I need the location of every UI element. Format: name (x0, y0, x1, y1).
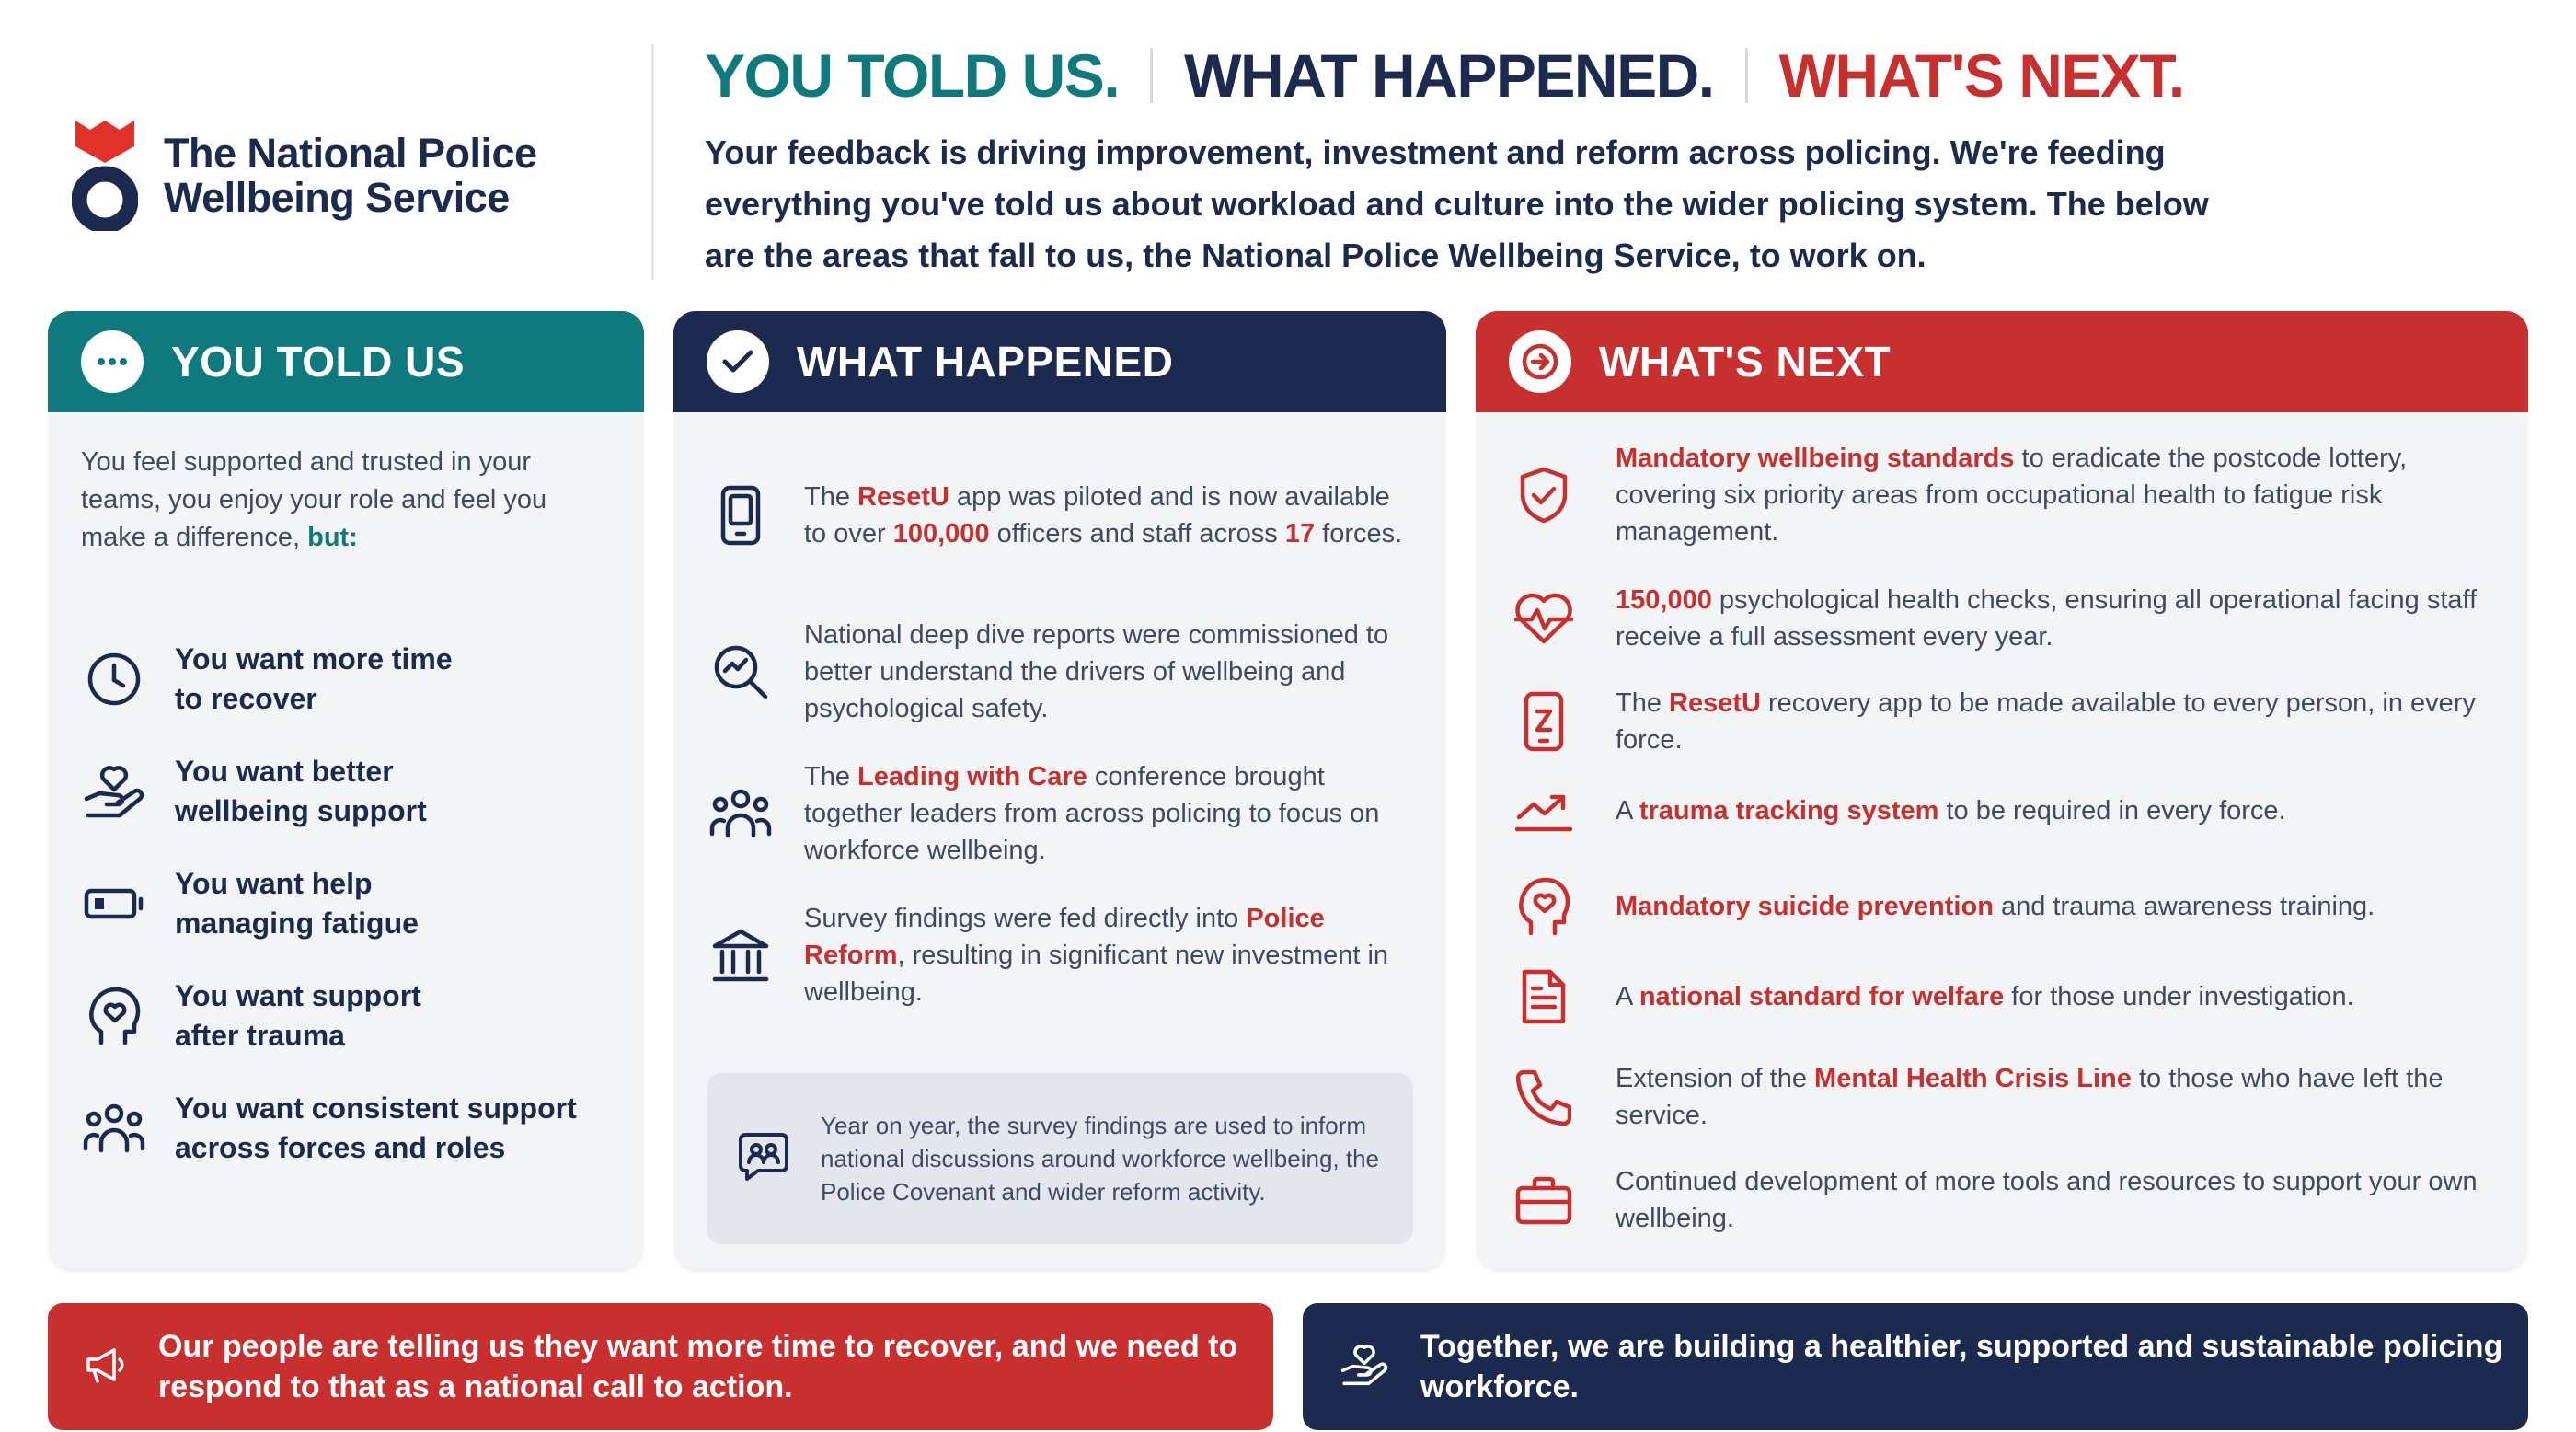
body-text: for those under investigation. (2004, 982, 2354, 1011)
brand-name-line2: Wellbeing Service (164, 174, 510, 221)
want-line1: You want support (175, 979, 421, 1012)
header-divider (651, 44, 654, 280)
highlight-text: 150,000 (1616, 585, 1712, 615)
brand-name-line1: The National Police (164, 130, 537, 177)
next-text (1616, 792, 2499, 829)
heart-hand-icon (1340, 1342, 1389, 1392)
call-to-action-text: Our people are telling us they want more time to recover, and we need to respond to that as a national call to action. (158, 1329, 1238, 1404)
trend-up-icon (1509, 790, 1579, 832)
title-separator (1150, 48, 1153, 103)
next-item (1509, 1163, 2502, 1237)
chat-people-icon (738, 1131, 789, 1187)
institution-icon (707, 928, 775, 983)
happened-text (804, 617, 1411, 727)
what-happened-card (673, 311, 1446, 1272)
body-text: A (1616, 796, 1639, 826)
happened-item (707, 617, 1424, 727)
phone-call-icon (1509, 1068, 1579, 1126)
you-told-us-intro-text: You feel supported and trusted in your teams, you enjoy your role and feel you make a difference, (81, 447, 547, 552)
body-text: National deep dive reports were commissioned to better understand the drivers of wellbeing and psychological safety. (804, 620, 1389, 723)
ellipsis-icon (81, 330, 144, 393)
want-line2: managing fatigue (175, 907, 419, 940)
checkmark-icon (707, 330, 769, 393)
highlight-text: Police Reform (804, 904, 1325, 970)
body-text: psychological health checks, ensuring all operational facing staff receive a full assessment every year. (1616, 585, 2478, 652)
highlight-text: 17 (1284, 519, 1316, 549)
want-line1: You want consistent support (175, 1091, 577, 1125)
wellbeing-logo-icon (72, 121, 138, 231)
arrow-right-icon (1509, 330, 1571, 393)
next-item (1509, 440, 2502, 550)
happened-text (804, 479, 1411, 552)
body-text: Extension of the (1616, 1064, 1815, 1093)
next-item (1509, 1060, 2502, 1134)
next-text (1616, 685, 2499, 758)
together-text: Together, we are building a healthier, supported and sustainable policing workforce. (1420, 1329, 2503, 1404)
highlight-text: national standard for welfare (1639, 982, 2005, 1011)
people-icon (81, 1103, 147, 1154)
happened-text (804, 758, 1411, 869)
want-line2: to recover (175, 682, 317, 715)
want-item (81, 1086, 633, 1171)
shield-check-icon (1509, 467, 1579, 524)
what-happened-header (673, 311, 1446, 412)
next-item (1509, 582, 2502, 655)
highlight-text: Mandatory wellbeing standards (1616, 444, 2015, 473)
callout-text: Year on year, the survey findings are used to inform national discussions around workforce wellbeing, the Police Covenant and wider reform activity. (821, 1112, 1380, 1206)
next-item (1509, 790, 2502, 832)
next-text (1616, 582, 2499, 655)
you-told-us-title: YOU TOLD US (171, 338, 466, 386)
head-heart-icon (81, 986, 147, 1046)
want-item (81, 974, 633, 1058)
body-text: conference brought together leaders from across policing to focus on workforce wellbeing. (804, 762, 1380, 865)
briefcase-icon (1509, 1175, 1579, 1225)
next-text (1616, 888, 2499, 925)
low-battery-icon (81, 885, 147, 922)
body-text: recovery app to be made available to every person, in every force. (1616, 688, 2476, 755)
want-item (81, 637, 633, 722)
next-item (1509, 968, 2502, 1025)
title-you-told-us: YOU TOLD US. (705, 41, 1120, 110)
you-told-us-intro (81, 444, 615, 557)
you-told-us-header (48, 311, 644, 412)
next-item (1509, 876, 2502, 937)
megaphone-icon (85, 1346, 127, 1388)
want-item (81, 861, 633, 946)
title-whats-next: WHAT'S NEXT. (1778, 41, 2184, 110)
body-text: The (1616, 688, 1670, 718)
next-text (1616, 1060, 2499, 1134)
you-told-us-intro-emphasis: but: (307, 523, 358, 552)
brand-logo (72, 116, 587, 236)
highlight-text: Leading with Care (857, 762, 1087, 791)
happened-item (707, 479, 1424, 552)
survey-callout (707, 1073, 1413, 1244)
body-text: forces. (1315, 519, 1403, 549)
highlight-text: ResetU (1669, 688, 1761, 718)
page-title (705, 39, 2184, 112)
highlight-text: trauma tracking system (1639, 796, 1939, 826)
next-item (1509, 685, 2502, 758)
body-text: to be required in every force. (1938, 796, 2286, 826)
call-to-action-banner (48, 1303, 1273, 1430)
want-line1: You want better (175, 755, 394, 788)
brand-name (164, 132, 537, 220)
want-item (81, 749, 633, 834)
together-banner (1303, 1303, 2528, 1430)
want-line1: You want help (175, 867, 373, 900)
title-separator (1745, 48, 1748, 103)
happened-item (707, 900, 1424, 1010)
want-line2: across forces and roles (175, 1131, 506, 1164)
happened-item (707, 758, 1424, 869)
next-text (1616, 440, 2499, 550)
body-text: to those who have left the service. (1616, 1064, 2444, 1130)
highlight-text: ResetU (857, 482, 949, 512)
app-phone-icon (1509, 691, 1579, 752)
highlight-text: Mandatory suicide prevention (1616, 892, 1994, 921)
head-heart-icon (1509, 876, 1579, 937)
body-text: app was piloted and is now available to over (804, 482, 1390, 549)
body-text: A (1616, 982, 1639, 1011)
body-text: , resulting in significant new investment in wellbeing. (804, 941, 1389, 1007)
whats-next-title: WHAT'S NEXT (1599, 338, 1892, 386)
search-chart-icon (707, 643, 775, 700)
intro-paragraph: Your feedback is driving improvement, investment and reform across policing. We're feeding everything you've told us about workload and culture into the wider policing system. The below are the areas that fall to us, the National Police Wellbeing Service, to work on. (705, 133, 2209, 274)
body-text: and trauma awareness training. (1993, 892, 2375, 921)
people-icon (707, 788, 775, 839)
clock-icon (81, 650, 147, 709)
body-text: Continued development of more tools and resources to support your own wellbeing. (1616, 1167, 2478, 1233)
happened-text (804, 900, 1411, 1010)
highlight-text: Mental Health Crisis Line (1814, 1064, 2132, 1093)
next-text (1616, 978, 2499, 1015)
what-happened-title: WHAT HAPPENED (797, 338, 1174, 386)
document-icon (1509, 968, 1579, 1025)
body-text: The (804, 762, 858, 791)
highlight-text: 100,000 (892, 519, 990, 549)
want-line2: wellbeing support (175, 794, 427, 827)
title-what-happened: WHAT HAPPENED. (1184, 41, 1714, 110)
want-line2: after trauma (175, 1019, 345, 1052)
next-text (1616, 1163, 2499, 1237)
whats-next-header (1476, 311, 2528, 412)
heart-hand-icon (81, 762, 147, 821)
phone-icon (707, 485, 775, 546)
whats-next-card (1476, 311, 2528, 1272)
heart-pulse-icon (1509, 592, 1579, 645)
body-text: to eradicate the postcode lottery, covering six priority areas from occupational health to fatigue risk management. (1616, 444, 2408, 547)
want-line1: You want more time (175, 642, 453, 676)
body-text: Survey findings were fed directly into (804, 904, 1247, 933)
body-text: officers and staff across (989, 519, 1285, 549)
you-told-us-card (48, 311, 644, 1272)
body-text: The (804, 482, 858, 512)
